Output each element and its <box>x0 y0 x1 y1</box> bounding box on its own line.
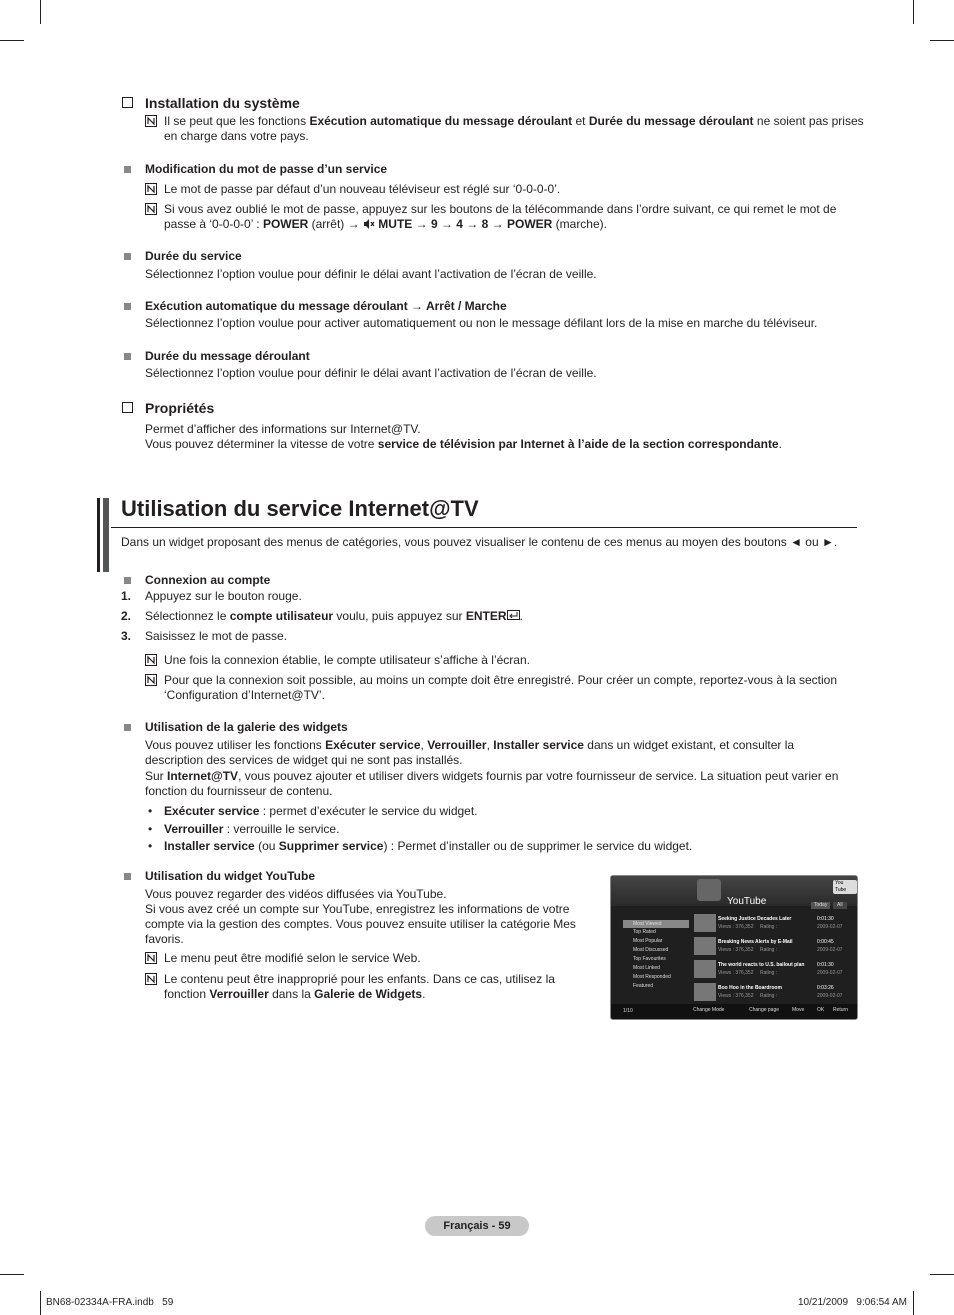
crop-mark <box>0 1274 24 1275</box>
tv-menu-item: Top Rated <box>633 929 656 935</box>
note-forgot-password: Si vous avez oublié le mot de passe, appuyez sur les boutons de la télécommande dans l’ordre suivant, ce qui remet le mot de passe à ‘0-0-0-0’ : POWER (arrêt) → MUTE → 9 → 4 → 8 → POWER (marche). <box>145 202 869 232</box>
subheading-connexion: Connexion au compte <box>145 573 271 587</box>
crop-mark <box>0 40 24 41</box>
title-bar <box>103 498 109 572</box>
video-thumbnail <box>694 960 716 978</box>
text-proprietes-2: Vous pouvez déterminer la vitesse de votre service de télévision par Internet à l’aide de la section correspondante. <box>145 437 782 451</box>
video-thumbnail <box>694 983 716 1001</box>
crop-mark <box>930 40 954 41</box>
tv-app-title: YouTube <box>727 896 767 907</box>
intro-text: Dans un widget proposant des menus de catégories, vous pouvez visualiser le contenu de ces menus au moyen des boutons ◄ ou ►. <box>121 535 838 549</box>
video-date: 2009-02-07 <box>817 993 843 999</box>
text-galerie-1: Vous pouvez utiliser les fonctions Exécuter service, Verrouiller, Installer service dans un widget existant, et consulter la description des services de widget qui ne sont pas installés. <box>145 738 795 767</box>
bullet-dot: • <box>148 839 153 853</box>
video-rating: Rating : <box>760 947 778 953</box>
page-number: Français - 59 <box>425 1216 529 1236</box>
square-bullet <box>124 253 131 260</box>
note-icon <box>145 115 157 127</box>
tv-menu-item: Most Popular <box>633 938 663 944</box>
mute-icon <box>363 219 375 229</box>
video-title: Boo Hoo in the Boardroom <box>718 985 782 991</box>
note-youtube-1: Le menu peut être modifié selon le service Web. <box>145 951 594 966</box>
bullet-dot: • <box>148 822 153 836</box>
square-bullet <box>124 873 131 880</box>
tv-menu-item: Most Responded <box>633 974 671 980</box>
crop-mark <box>930 1274 954 1275</box>
video-date: 2009-02-07 <box>817 924 843 930</box>
tv-footer-item: Return <box>833 1007 849 1013</box>
video-thumbnail <box>694 937 716 955</box>
tv-footer-item: Change Mode <box>693 1007 725 1013</box>
title-bar <box>97 498 100 572</box>
text-proprietes-1: Permet d’afficher des informations sur Internet@TV. <box>145 422 421 436</box>
step-number: 1. <box>121 589 132 603</box>
title-rule <box>111 527 857 528</box>
tv-menu-item: Most Discussed <box>633 947 669 953</box>
crop-mark <box>913 1291 914 1315</box>
video-time: 0:01:30 <box>817 916 834 922</box>
step-text: Saisissez le mot de passe. <box>145 629 288 643</box>
note-icon <box>145 674 157 686</box>
tv-menu-item: Most Linked <box>633 965 660 971</box>
crop-mark <box>913 0 914 24</box>
note-youtube-2: Le contenu peut être inapproprié pour les enfants. Dans ce cas, utilisez la fonction Verrouiller dans la Galerie de Widgets. <box>145 972 574 1002</box>
text-exec-auto: Sélectionnez l’option voulue pour activer automatiquement ou non le message défilant lors de la mise en marche du téléviseur. <box>145 316 818 330</box>
square-bullet <box>124 577 131 584</box>
crop-mark <box>40 1291 41 1315</box>
tv-menu-item: Featured <box>633 983 654 989</box>
tv-footer-item: OK <box>817 1007 825 1013</box>
video-title: Breaking News Alerts by E-Mail <box>718 939 793 945</box>
bullet-item: Verrouiller : verrouille le service. <box>164 822 340 836</box>
text-duree-msg: Sélectionnez l’option voulue pour définir le délai avant l’activation de l’écran de veille. <box>145 366 597 380</box>
subheading-exec-auto: Exécution automatique du message déroulant → Arrêt / Marche <box>145 299 507 313</box>
section-heading-proprietes: Propriétés <box>122 401 214 416</box>
subheading-youtube: Utilisation du widget YouTube <box>145 869 315 883</box>
step-number: 2. <box>121 609 132 623</box>
subheading-duree-service: Durée du service <box>145 249 242 263</box>
video-rating: Rating : <box>760 993 778 999</box>
note-icon <box>145 952 157 964</box>
bullet-dot: • <box>148 804 153 818</box>
square-bullet <box>124 353 131 360</box>
youtube-screen-image <box>610 875 858 1020</box>
note-icon <box>145 973 157 985</box>
square-bullet <box>124 724 131 731</box>
file-name: BN68-02334A-FRA.indb 59 <box>46 1297 174 1308</box>
step-text: Sélectionnez le compte utilisateur voulu, puis appuyez sur ENTER . <box>145 609 523 623</box>
text-youtube-1: Vous pouvez regarder des vidéos diffusées via YouTube. <box>145 887 447 901</box>
video-views: Views : 376,352 <box>718 993 754 999</box>
square-bullet <box>124 303 131 310</box>
print-datetime: 10/21/2009 9:06:54 AM <box>798 1297 907 1308</box>
note-connexion-2: Pour que la connexion soit possible, au moins un compte doit être enregistré. Pour créer un compte, reportez-vous à la section ‘Configuration d’Internet@TV’. <box>145 673 869 703</box>
tv-tab: Today <box>811 902 830 909</box>
note-icon <box>145 654 157 666</box>
text-youtube-2: Si vous avez créé un compte sur YouTube, enregistrez les informations de votre compte via la gestion des comptes. Vous pouvez ensuite utiliser la catégorie Mes favoris. <box>145 902 576 946</box>
enter-icon <box>507 610 520 620</box>
video-views: Views : 376,352 <box>718 924 754 930</box>
tv-footer-item: Move <box>792 1007 805 1013</box>
tv-menu-item: Top Favourites <box>633 956 666 962</box>
subheading-duree-msg: Durée du message déroulant <box>145 349 310 363</box>
tv-tab: All <box>833 902 847 909</box>
video-time: 0:03:26 <box>817 985 834 991</box>
video-views: Views : 376,352 <box>718 947 754 953</box>
video-rating: Rating : <box>760 924 778 930</box>
text-duree-service: Sélectionnez l’option voulue pour définir le délai avant l’activation de l’écran de veille. <box>145 267 597 281</box>
video-thumbnail <box>694 914 716 932</box>
bullet-item: Exécuter service : permet d’exécuter le service du widget. <box>164 804 478 818</box>
bullet-item: Installer service (ou Supprimer service) : Permet d’installer ou de supprimer le service du widget. <box>164 839 693 853</box>
video-time: 0:00:45 <box>817 939 834 945</box>
note-installation: Il se peut que les fonctions Exécution automatique du message déroulant et Durée du message déroulant ne soient pas prises en charge dans votre pays. <box>145 114 869 144</box>
section-heading-installation: Installation du système <box>122 96 300 111</box>
video-views: Views : 376,352 <box>718 970 754 976</box>
tv-menu-item: Most Viewed <box>633 921 662 927</box>
square-bullet <box>124 166 131 173</box>
youtube-widget-icon <box>697 879 721 901</box>
youtube-logo: You Tube <box>833 880 857 894</box>
video-title: Seeking Justice Decades Later <box>718 916 792 922</box>
note-icon <box>145 203 157 215</box>
tv-footer-item: Change page <box>749 1007 780 1013</box>
video-time: 0:01:30 <box>817 962 834 968</box>
crop-mark <box>40 0 41 24</box>
step-text: Appuyez sur le bouton rouge. <box>145 589 302 603</box>
text-galerie-2: Sur Internet@TV, vous pouvez ajouter et utiliser divers widgets fournis par votre fournisseur de service. La situation peut varier en fonction du fournisseur de contenu. <box>145 769 839 798</box>
video-date: 2009-02-07 <box>817 970 843 976</box>
note-default-password: Le mot de passe par défaut d’un nouveau téléviseur est réglé sur ‘0-0-0-0’. <box>145 182 869 197</box>
note-connexion-1: Une fois la connexion établie, le compte utilisateur s’affiche à l’écran. <box>145 653 869 668</box>
page-title: Utilisation du service Internet@TV <box>121 496 479 521</box>
subheading-password: Modification du mot de passe d’un service <box>145 162 388 176</box>
tv-page: 1/10 <box>623 1008 633 1014</box>
video-date: 2009-02-07 <box>817 947 843 953</box>
subheading-galerie: Utilisation de la galerie des widgets <box>145 720 348 734</box>
video-title: The world reacts to U.S. bailout plan <box>718 962 805 968</box>
note-icon <box>145 183 157 195</box>
video-rating: Rating : <box>760 970 778 976</box>
step-number: 3. <box>121 629 132 643</box>
